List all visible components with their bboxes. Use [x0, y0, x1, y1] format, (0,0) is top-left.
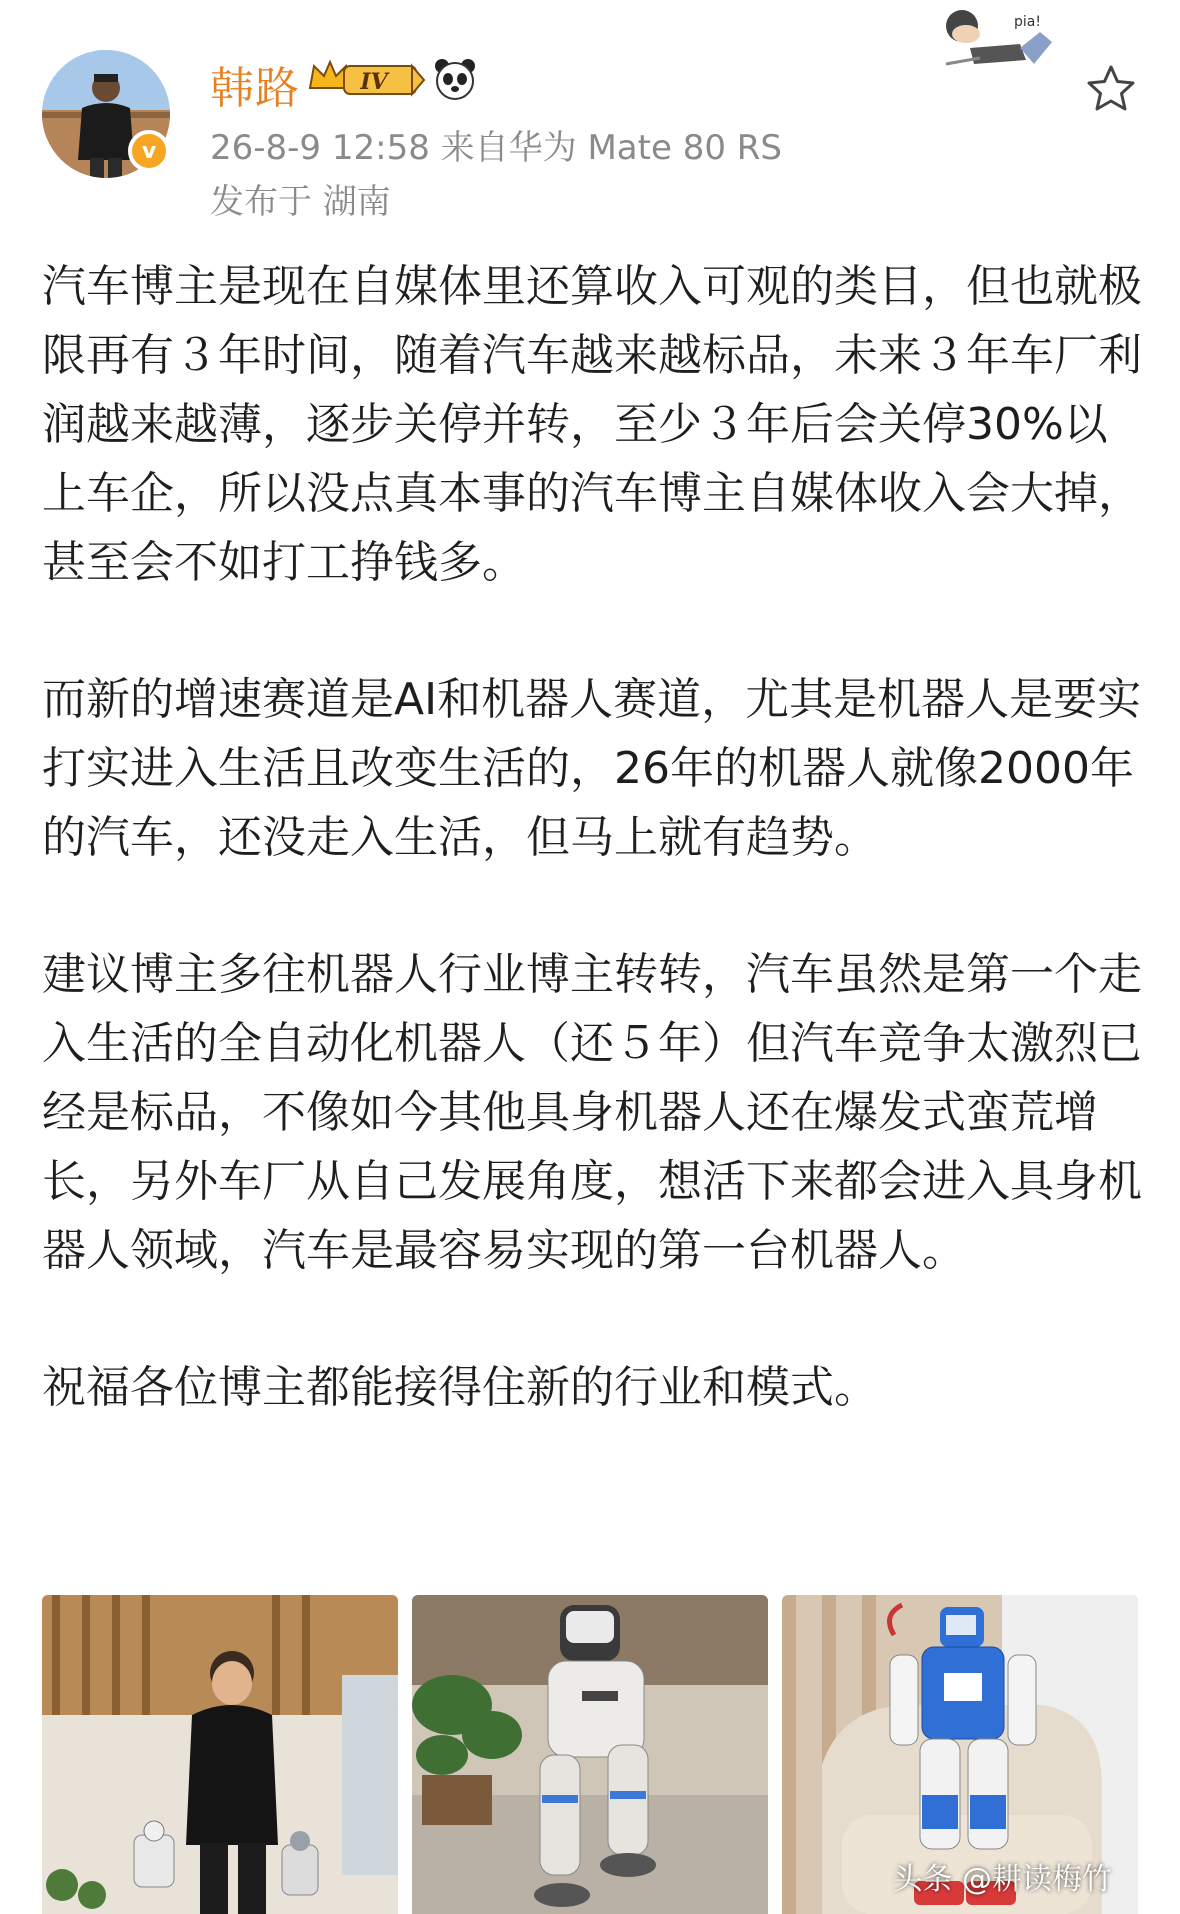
- panda-icon: [432, 56, 478, 102]
- post-body: [42, 252, 1142, 1490]
- star-outline-icon[interactable]: [1084, 62, 1138, 116]
- post-time-device: 26-8-9 12:58 来自华为 Mate 80 RS: [210, 128, 782, 168]
- post-paragraph: 建议博主多往机器人行业博主转转，汽车虽然是第一个走入生活的全自动化机器人（还５年）但汽车竞争太激烈已经是标品，不像如今其他具身机器人还在爆发式蛮荒增长，另外车厂从自己发展角度，想活下来都会进入具身机器人领域，汽车是最容易实现的第一台机器人。: [42, 949, 1142, 1276]
- level-text: IV: [360, 69, 388, 95]
- crown-level-badge-icon: [308, 58, 426, 100]
- sticker-text: pia!: [1014, 14, 1041, 30]
- watermark-text: 头条 @耕读梅竹: [892, 1862, 1112, 1897]
- post-image-walking-robot[interactable]: [412, 1595, 768, 1914]
- post-paragraph: 汽车博主是现在自媒体里还算收入可观的类目，但也就极限再有３年时间，随着汽车越来越标品，未来３年车厂利润越来越薄，逐步关停并转，至少３年后会关停30%以上车企，所以没点真本事的汽车博主自媒体收入会大掉，甚至会不如打工挣钱多。: [42, 261, 1142, 588]
- username[interactable]: 韩路: [210, 63, 300, 114]
- post-header: [0, 0, 1180, 230]
- verified-badge: v: [128, 130, 170, 172]
- image-grid: [42, 1595, 1138, 1914]
- cartoon-sticker: [940, 4, 1060, 90]
- post-location: 发布于 湖南: [210, 182, 391, 222]
- post-paragraph: 祝福各位博主都能接得住新的行业和模式。: [42, 1362, 878, 1413]
- post-image-seated-robot[interactable]: [782, 1595, 1138, 1914]
- post-image-man-with-robots[interactable]: [42, 1595, 398, 1914]
- post-paragraph: 而新的增速赛道是AI和机器人赛道，尤其是机器人是要实打实进入生活且改变生活的，26年的机器人就像2000年的汽车，还没走入生活，但马上就有趋势。: [42, 674, 1142, 863]
